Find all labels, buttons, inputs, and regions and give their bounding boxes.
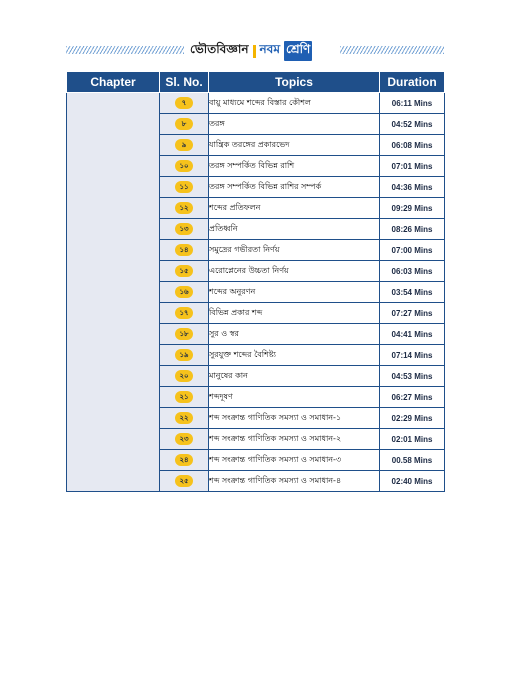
duration-cell: 02:01 Mins bbox=[380, 429, 445, 450]
page-header bbox=[66, 42, 444, 60]
topic-cell: শব্দ সংক্রান্ত গাণিতিক সমস্যা ও সমাধান-৪ bbox=[209, 471, 380, 492]
duration-cell: 06:27 Mins bbox=[380, 387, 445, 408]
sl-no-cell bbox=[160, 240, 209, 261]
serial-number-badge: ৯ bbox=[175, 139, 193, 151]
duration-cell: 02:29 Mins bbox=[380, 408, 445, 429]
sl-no-cell bbox=[160, 135, 209, 156]
sl-no-cell bbox=[160, 366, 209, 387]
duration-cell: 00.58 Mins bbox=[380, 450, 445, 471]
topic-cell: সমুদ্রের গভীরতা নির্ণয় bbox=[209, 240, 380, 261]
class-label-1: নবম bbox=[259, 42, 281, 56]
serial-number-badge: ১৩ bbox=[175, 223, 193, 235]
duration-cell: 09:29 Mins bbox=[380, 198, 445, 219]
topics-table bbox=[66, 71, 445, 492]
duration-cell: 04:41 Mins bbox=[380, 324, 445, 345]
serial-number-badge: ১৬ bbox=[175, 286, 193, 298]
duration-cell: 06:11 Mins bbox=[380, 93, 445, 114]
serial-number-badge: ৭ bbox=[175, 97, 193, 109]
brand-title bbox=[190, 42, 312, 60]
duration-cell: 07:00 Mins bbox=[380, 240, 445, 261]
topic-cell: বায়ু মাধ্যমে শব্দের বিস্তার কৌশল bbox=[209, 93, 380, 114]
subject-title: ভৌতবিজ্ঞান bbox=[190, 42, 249, 56]
duration-cell: 07:01 Mins bbox=[380, 156, 445, 177]
sl-no-cell bbox=[160, 114, 209, 135]
sl-no-cell bbox=[160, 429, 209, 450]
duration-cell: 03:54 Mins bbox=[380, 282, 445, 303]
duration-cell: 04:52 Mins bbox=[380, 114, 445, 135]
column-header-chapter: Chapter bbox=[67, 72, 160, 93]
sl-no-cell bbox=[160, 219, 209, 240]
sl-no-cell bbox=[160, 450, 209, 471]
topic-cell: এরোপ্লেনের উচ্চতা নির্ণয় bbox=[209, 261, 380, 282]
serial-number-badge: ১৪ bbox=[175, 244, 193, 256]
decorative-hatch-right bbox=[340, 46, 444, 54]
serial-number-badge: ১১ bbox=[175, 181, 193, 193]
duration-cell: 04:36 Mins bbox=[380, 177, 445, 198]
topic-cell: তরঙ্গ bbox=[209, 114, 380, 135]
table-header-row bbox=[67, 72, 445, 93]
duration-cell: 04:53 Mins bbox=[380, 366, 445, 387]
table-body bbox=[67, 93, 445, 492]
decorative-hatch-left bbox=[66, 46, 184, 54]
serial-number-badge: ২২ bbox=[175, 412, 193, 424]
title-separator bbox=[253, 45, 256, 58]
sl-no-cell bbox=[160, 198, 209, 219]
sl-no-cell bbox=[160, 324, 209, 345]
sl-no-cell bbox=[160, 408, 209, 429]
serial-number-badge: ২৩ bbox=[175, 433, 193, 445]
sl-no-cell bbox=[160, 282, 209, 303]
sl-no-cell bbox=[160, 387, 209, 408]
chapter-cell bbox=[67, 93, 160, 492]
topic-cell: শব্দ সংক্রান্ত গাণিতিক সমস্যা ও সমাধান-১ bbox=[209, 408, 380, 429]
topic-cell: সুর ও স্বর bbox=[209, 324, 380, 345]
serial-number-badge: ৮ bbox=[175, 118, 193, 130]
serial-number-badge: ১৫ bbox=[175, 265, 193, 277]
topic-cell: তরঙ্গ সম্পর্কিত বিভিন্ন রাশির সম্পর্ক bbox=[209, 177, 380, 198]
sl-no-cell bbox=[160, 261, 209, 282]
column-header-duration: Duration bbox=[380, 72, 445, 93]
column-header-sl-no: Sl. No. bbox=[160, 72, 209, 93]
topic-cell: যান্ত্রিক তরঙ্গের প্রকারভেদ bbox=[209, 135, 380, 156]
duration-cell: 07:27 Mins bbox=[380, 303, 445, 324]
topic-cell: মানুষের কান bbox=[209, 366, 380, 387]
class-label-2: শ্রেণি bbox=[284, 41, 312, 61]
duration-cell: 02:40 Mins bbox=[380, 471, 445, 492]
serial-number-badge: ২৫ bbox=[175, 475, 193, 487]
serial-number-badge: ২১ bbox=[175, 391, 193, 403]
sl-no-cell bbox=[160, 156, 209, 177]
serial-number-badge: ১৭ bbox=[175, 307, 193, 319]
table-row bbox=[67, 93, 445, 114]
sl-no-cell bbox=[160, 345, 209, 366]
sl-no-cell bbox=[160, 471, 209, 492]
topic-cell: শব্দ সংক্রান্ত গাণিতিক সমস্যা ও সমাধান-৩ bbox=[209, 450, 380, 471]
sl-no-cell bbox=[160, 177, 209, 198]
duration-cell: 07:14 Mins bbox=[380, 345, 445, 366]
topic-cell: বিভিন্ন প্রকার শব্দ bbox=[209, 303, 380, 324]
topic-cell: শব্দের প্রতিফলন bbox=[209, 198, 380, 219]
sl-no-cell bbox=[160, 93, 209, 114]
serial-number-badge: ২৪ bbox=[175, 454, 193, 466]
topic-cell: সুরযুক্ত শব্দের বৈশিষ্ট্য bbox=[209, 345, 380, 366]
topic-cell: তরঙ্গ সম্পর্কিত বিভিন্ন রাশি bbox=[209, 156, 380, 177]
serial-number-badge: ২০ bbox=[175, 370, 193, 382]
serial-number-badge: ১০ bbox=[175, 160, 193, 172]
duration-cell: 08:26 Mins bbox=[380, 219, 445, 240]
sl-no-cell bbox=[160, 303, 209, 324]
serial-number-badge: ১৮ bbox=[175, 328, 193, 340]
topic-cell: শব্দদূষণ bbox=[209, 387, 380, 408]
serial-number-badge: ১২ bbox=[175, 202, 193, 214]
topic-cell: শব্দের অনুরণন bbox=[209, 282, 380, 303]
topic-cell: শব্দ সংক্রান্ত গাণিতিক সমস্যা ও সমাধান-২ bbox=[209, 429, 380, 450]
column-header-topics: Topics bbox=[209, 72, 380, 93]
topic-cell: প্রতিধ্বনি bbox=[209, 219, 380, 240]
duration-cell: 06:08 Mins bbox=[380, 135, 445, 156]
serial-number-badge: ১৯ bbox=[175, 349, 193, 361]
duration-cell: 06:03 Mins bbox=[380, 261, 445, 282]
